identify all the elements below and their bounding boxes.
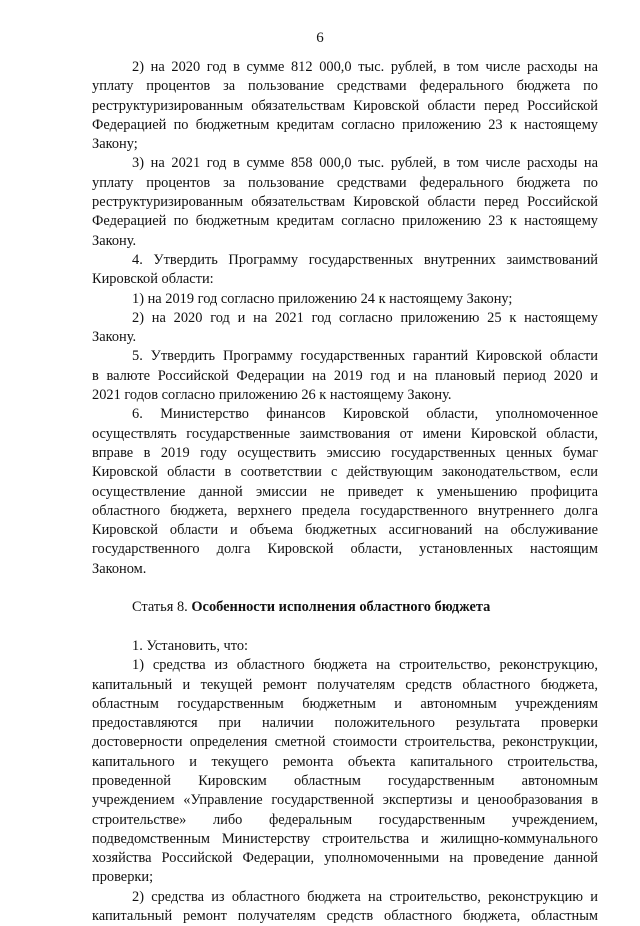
text-line: реструктуризированным обязательствам Кировской области перед Российской bbox=[92, 97, 598, 114]
text-line: 2021 годов согласно приложению 26 к настоящему Закону. bbox=[92, 387, 452, 404]
text-line: в валюте Российской Федерации на 2019 год и на плановый период 2020 и bbox=[92, 367, 598, 384]
text-line: 1) средства из областного бюджета на строительство, реконструкцию, bbox=[132, 657, 598, 674]
text-line: 4. Утвердить Программу государственных внутренних заимствований bbox=[132, 251, 598, 268]
paragraph-p2020 bbox=[92, 58, 598, 154]
text-line: подведомственным Министерству строительства и жилищно-коммунального bbox=[92, 830, 598, 847]
paragraph-a1_2 bbox=[92, 888, 598, 926]
text-line: областного бюджета, верхнего предела государственного внутреннего долга bbox=[92, 502, 598, 519]
text-line: 2) на 2020 год и на 2021 год согласно приложению 25 к настоящему bbox=[132, 309, 598, 326]
article-number: Статья 8. bbox=[132, 599, 192, 616]
paragraph-a1 bbox=[92, 637, 598, 656]
article-heading bbox=[92, 598, 598, 617]
text-line: Закону. bbox=[92, 232, 137, 249]
paragraph-p4_1 bbox=[92, 290, 598, 309]
text-line: Закону. bbox=[92, 329, 137, 346]
paragraph-p5 bbox=[92, 347, 598, 405]
paragraph-p4 bbox=[92, 251, 598, 290]
law-text-section bbox=[92, 58, 598, 579]
article-text-section bbox=[92, 637, 598, 926]
text-line: проверки; bbox=[92, 869, 154, 886]
text-line: Федерацией по бюджетным кредитам согласно приложению 23 к настоящему bbox=[92, 116, 598, 133]
text-line: 5. Утвердить Программу государственных гарантий Кировской области bbox=[132, 348, 598, 365]
text-line: уплату процентов за пользование средствами федерального бюджета по bbox=[92, 174, 598, 191]
text-line: осуществлять государственные заимствования от имени Кировской области, bbox=[92, 425, 598, 442]
text-line: достоверности определения сметной стоимости строительства, реконструкции, bbox=[92, 734, 598, 751]
text-line: Кировской области и объема бюджетных ассигнований на обслуживание bbox=[92, 522, 598, 539]
text-line: реструктуризированным обязательствам Кировской области перед Российской bbox=[92, 194, 598, 211]
paragraph-p2021 bbox=[92, 154, 598, 250]
text-line: капитального и текущего ремонта объекта капитального строительства, bbox=[92, 753, 598, 770]
section-gap bbox=[92, 579, 598, 598]
text-line: Кировской области в соответствии с действующим законодательством, если bbox=[92, 464, 598, 481]
text-line: учреждением «Управление государственной экспертизы и ценообразования в bbox=[92, 792, 598, 809]
article-title: Особенности исполнения областного бюджета bbox=[191, 599, 491, 616]
text-line: уплату процентов за пользование средствами федерального бюджета по bbox=[92, 78, 598, 95]
text-line: капитальный ремонт получателям средств областного бюджета, областным bbox=[92, 908, 598, 925]
text-line: проведенной Кировским областным государственным автономным bbox=[92, 772, 598, 789]
paragraph-p4_2 bbox=[92, 309, 598, 348]
text-line: предоставляются при наличии положительного результата проверки bbox=[92, 715, 598, 732]
text-line: 2) на 2020 год в сумме 812 000,0 тыс. рублей, в том числе расходы на bbox=[132, 59, 598, 75]
text-line: вправе в 2019 году осуществить эмиссию государственных ценных бумаг bbox=[92, 444, 598, 461]
text-line: хозяйства Российской Федерации, уполномоченными на проведение данной bbox=[92, 850, 598, 867]
text-line: 2) средства из областного бюджета на строительство, реконструкцию и bbox=[132, 888, 598, 905]
text-line: Федерацией по бюджетным кредитам согласно приложению 23 к настоящему bbox=[92, 213, 598, 230]
text-line: Закону; bbox=[92, 136, 138, 153]
text-line: осуществление данной эмиссии не приведет к уменьшению профицита bbox=[92, 483, 598, 500]
text-line: строительстве» либо федеральным государственным учреждением, bbox=[92, 811, 598, 828]
paragraph-a1_1 bbox=[92, 656, 598, 888]
text-line: 6. Министерство финансов Кировской области, уполномоченное bbox=[132, 406, 598, 423]
text-line: областным государственным бюджетным и автономным учреждениям bbox=[92, 695, 598, 712]
page-number: 6 bbox=[316, 30, 324, 46]
text-line: Кировской области: bbox=[92, 271, 214, 288]
text-line: 1) на 2019 год согласно приложению 24 к настоящему Закону; bbox=[132, 290, 513, 307]
text-line: Законом. bbox=[92, 560, 147, 577]
text-line: капитальный и текущей ремонт получателям средств областного бюджета, bbox=[92, 676, 598, 693]
text-line: 3) на 2021 год в сумме 858 000,0 тыс. рублей, в том числе расходы на bbox=[132, 155, 598, 172]
text-line: 1. Установить, что: bbox=[132, 637, 249, 654]
paragraph-p6 bbox=[92, 405, 598, 579]
section-gap bbox=[92, 618, 598, 637]
document-body bbox=[92, 58, 598, 926]
text-line: государственного долга Кировской области, установленных настоящим bbox=[92, 541, 598, 558]
